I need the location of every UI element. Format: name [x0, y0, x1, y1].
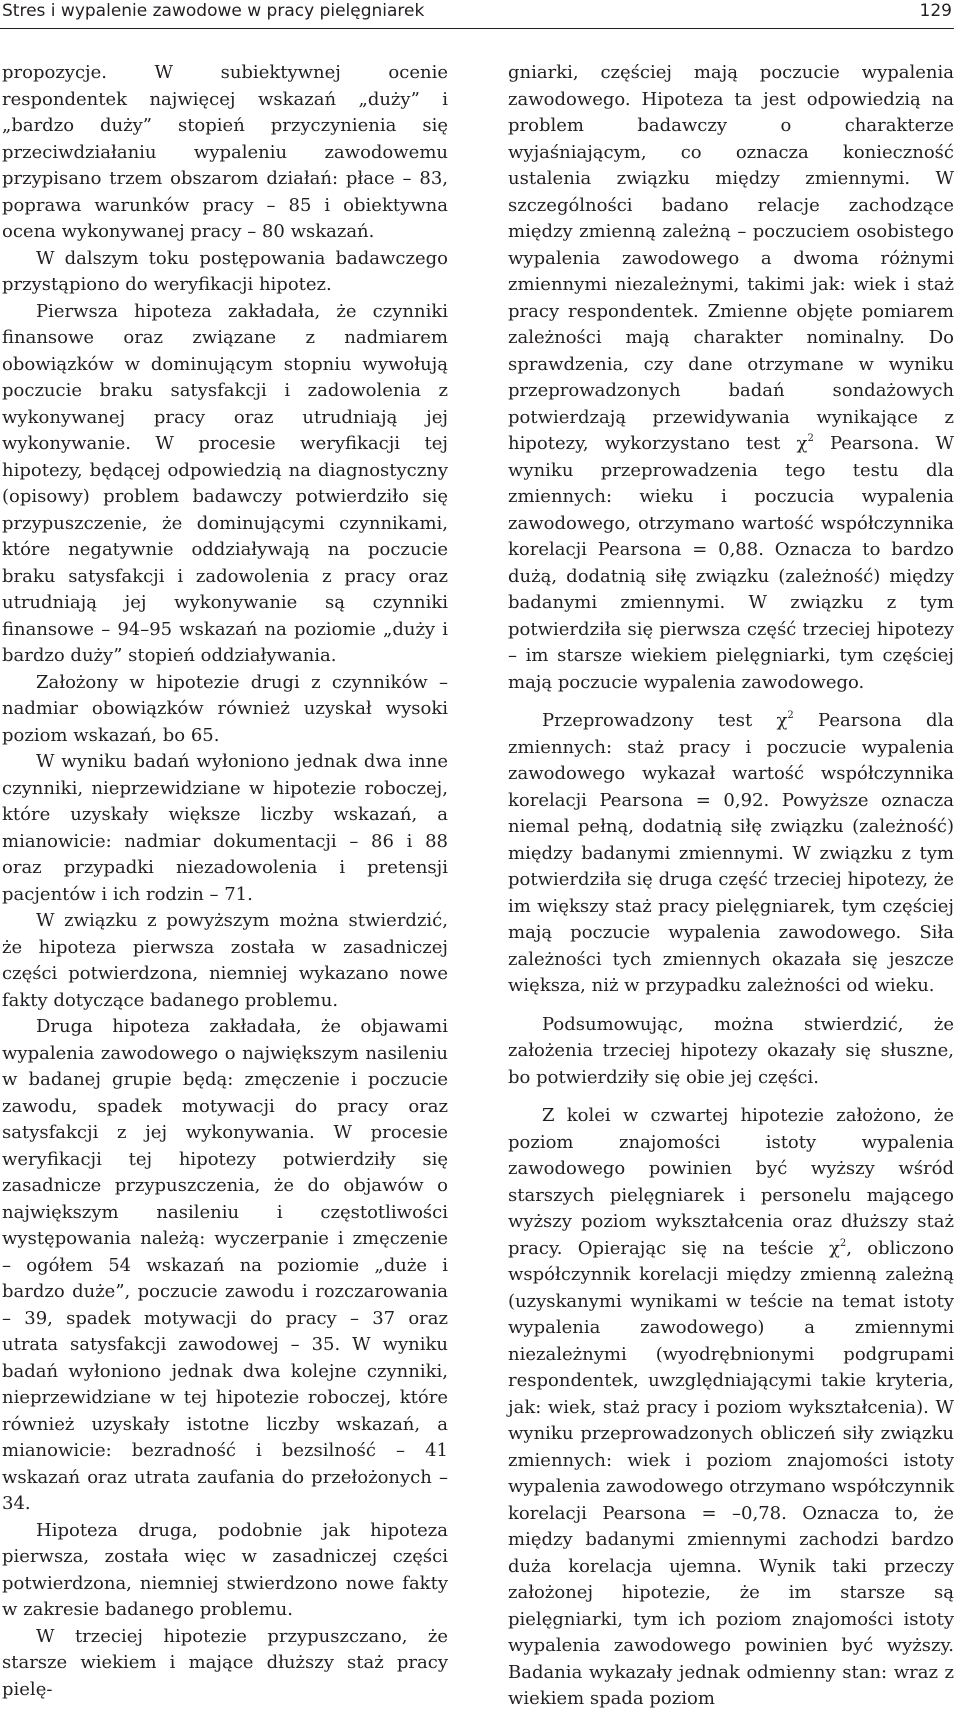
- superscript: 2: [807, 433, 814, 444]
- paragraph: W związku z powyższym można stwierdzić, że hipoteza pierwsza została w zasadniczej części potwierdzona, niemniej wykazano nowe fakty dotyczące badanego problemu.: [2, 910, 448, 1011]
- text-run: Z kolei w czwartej hipotezie założono, że poziom znajomości istoty wypalenia zawodowego powinien być wyższy wśród starszych pielęgniarek i personelu mającego wyższy poziom wykształcenia oraz dłuższy staż pracy. Opierając się na teście χ: [508, 1105, 954, 1259]
- paragraph: Hipoteza druga, podobnie jak hipoteza pierwsza, została więc w zasadniczej części potwierdzona, niemniej stwierdzono nowe fakty w zakresie badanego problemu.: [2, 1519, 448, 1620]
- paragraph: [508, 708, 954, 1000]
- text-run: gniarki, częściej mają poczucie wypalenia zawodowego. Hipoteza ta jest odpowiedzią na problem badawczy o charakterze wyjaśniającym, co oznacza konieczność ustalenia związku między zmiennymi. W szczególności badano relacje zachodzące między zmienną zależną – poczuciem osobistego wypalenia zawodowego a dwoma różnymi zmiennymi niezależnymi, takimi jak: wiek i staż pracy respondentek. Zmienne objęte pomiarem zależności mają charakter nominalny. Do sprawdzenia, czy dane otrzymane w wyniku przeprowadzonych badań sondażowych potwierdzają przewidywania wynikające z hipotezy, wykorzystano test χ: [508, 62, 954, 454]
- paragraph: Podsumowując, można stwierdzić, że założenia trzeciej hipotezy okazały się słuszne, bo potwierdziły się obie jej części.: [508, 1013, 954, 1088]
- right-column: [508, 60, 954, 1713]
- text-run: , obliczono współczynnik korelacji między zmienną zależną (uzyskanymi wynikami w teście na temat istoty wypalenia zawodowego) a zmiennymi niezależnymi (wyodrębnionymi podgrupami respondentek, uwzględniającymi takie kryteria, jak: wiek, staż pracy i poziom wykształcenia). W wyniku przeprowadzonych obliczeń siły związku zmiennych: wiek i poziom znajomości istoty wypalenia zawodowego otrzymano współczynnik korelacji Pearsona = –0,78. Oznacza to, że między badanymi zmiennymi zachodzi bardzo duża korelacja ujemna. Wynik taki przeczy założonej hipotezie, że im starsze są pielęgniarki, tym ich poziom znajomości istoty wypalenia zawodowego powinien być wyższy. Badania wykazały jednak odmienny stan: wraz z wiekiem spada poziom: [508, 1237, 954, 1709]
- running-header: [0, 0, 954, 29]
- paragraph: W dalszym toku postępowania badawczego przystąpiono do weryfikacji hipotez.: [2, 247, 448, 295]
- superscript: 2: [787, 710, 794, 721]
- text-run: Pearsona. W wyniku przeprowadzenia tego testu dla zmiennych: wieku i poczucia wypalenia zawodowego, otrzymano wartość współczynnika korelacji Pearsona = 0,88. Oznacza to bardzo dużą, dodatnią siłę związku (zależność) między badanymi zmiennymi. W związku z tym potwierdziła się pierwsza część trzeciej hipotezy – im starsze wiekiem pielęgniarki, tym częściej mają poczucie wypalenia zawodowego.: [508, 433, 955, 693]
- page-number: 129: [919, 1, 952, 21]
- paragraph: propozycje. W subiektywnej ocenie respondentek najwięcej wskazań „duży” i „bardzo duży” stopień przyczynienia się przeciwdziałaniu wypaleniu zawodowemu przypisano trzem obszarom działań: płace – 83, poprawa warunków pracy – 85 i obiektywna ocena wykonywanej pracy – 80 wskazań.: [2, 62, 448, 242]
- paragraph: Pierwsza hipoteza zakładała, że czynniki finansowe oraz związane z nadmiarem obowiązków w dominującym stopniu wywołują poczucie braku satysfakcji i zadowolenia z wykonywanej pracy oraz utrudniają jej wykonywanie. W procesie weryfikacji tej hipotezy, będącej odpowiedzią na diagnostyczny (opisowy) problem badawczy potwierdziło się przypuszczenie, że dominującymi czynnikami, które negatywnie oddziaływają na poczucie braku satysfakcji i zadowolenia z pracy oraz utrudniają jej wykonywanie są czynniki finansowe – 94–95 wskazań na poziomie „duży i bardzo duży” stopień oddziaływania.: [2, 300, 448, 666]
- text-run: Pearsona dla zmiennych: staż pracy i poczucie wypalenia zawodowego wykazał wartość współczynnika korelacji Pearsona = 0,92. Powyższe oznacza niemal pełną, dodatnią siłę związku (zależność) między badanymi zmiennymi. W związku z tym potwierdziła się druga część trzeciej hipotezy, że im większy staż pracy pielęgniarek, tym częściej mają poczucie wypalenia zawodowego. Siła zależności tych zmiennych okazała się jeszcze większa, niż w przypadku zależności od wieku.: [508, 710, 954, 996]
- paragraph: [508, 60, 954, 696]
- paragraph: W trzeciej hipotezie przypuszczano, że starsze wiekiem i mające dłuższy staż pracy pielę-: [2, 1625, 448, 1700]
- paragraph: Druga hipoteza zakładała, że objawami wypalenia zawodowego o największym nasileniu w badanej grupie będą: zmęczenie i poczucie zawodu, spadek motywacji do pracy oraz satysfakcji z jej wykonywania. W procesie weryfikacji tej hipotezy potwierdziły się zasadnicze przypuszczenia, że do objawów o największym nasileniu i częstotliwości występowania należą: wyczerpanie i zmęczenie – ogółem 54 wskazań na poziomie „duże i bardzo duże”, poczucie zawodu i rozczarowania – 39, spadek motywacji do pracy – 37 oraz utrata satysfakcji zawodowej – 35. W wyniku badań wyłoniono jednak dwa kolejne czynniki, nieprzewidziane w tej hipotezie roboczej, które również uzyskały istotne liczby wskazań, a mianowicie: bezradność i bezsilność – 41 wskazań oraz utrata zaufania do przełożonych – 34.: [2, 1016, 448, 1514]
- paragraph: Założony w hipotezie drugi z czynników – nadmiar obowiązków również uzyskał wysoki poziom wskazań, bo 65.: [2, 671, 448, 746]
- paragraph: W wyniku badań wyłoniono jednak dwa inne czynniki, nieprzewidziane w hipotezie roboczej, które uzyskały większe liczby wskazań, a mianowicie: nadmiar dokumentacji – 86 i 88 oraz przypadki niezadowolenia i pretensji pacjentów i ich rodzin – 71.: [2, 751, 448, 905]
- superscript: 2: [839, 1237, 847, 1249]
- left-column: [2, 60, 448, 1703]
- running-title: Stres i wypalenie zawodowe w pracy pielęgniarek: [2, 1, 425, 21]
- text-run: Przeprowadzony test χ: [542, 710, 788, 731]
- paragraph: [508, 1103, 954, 1713]
